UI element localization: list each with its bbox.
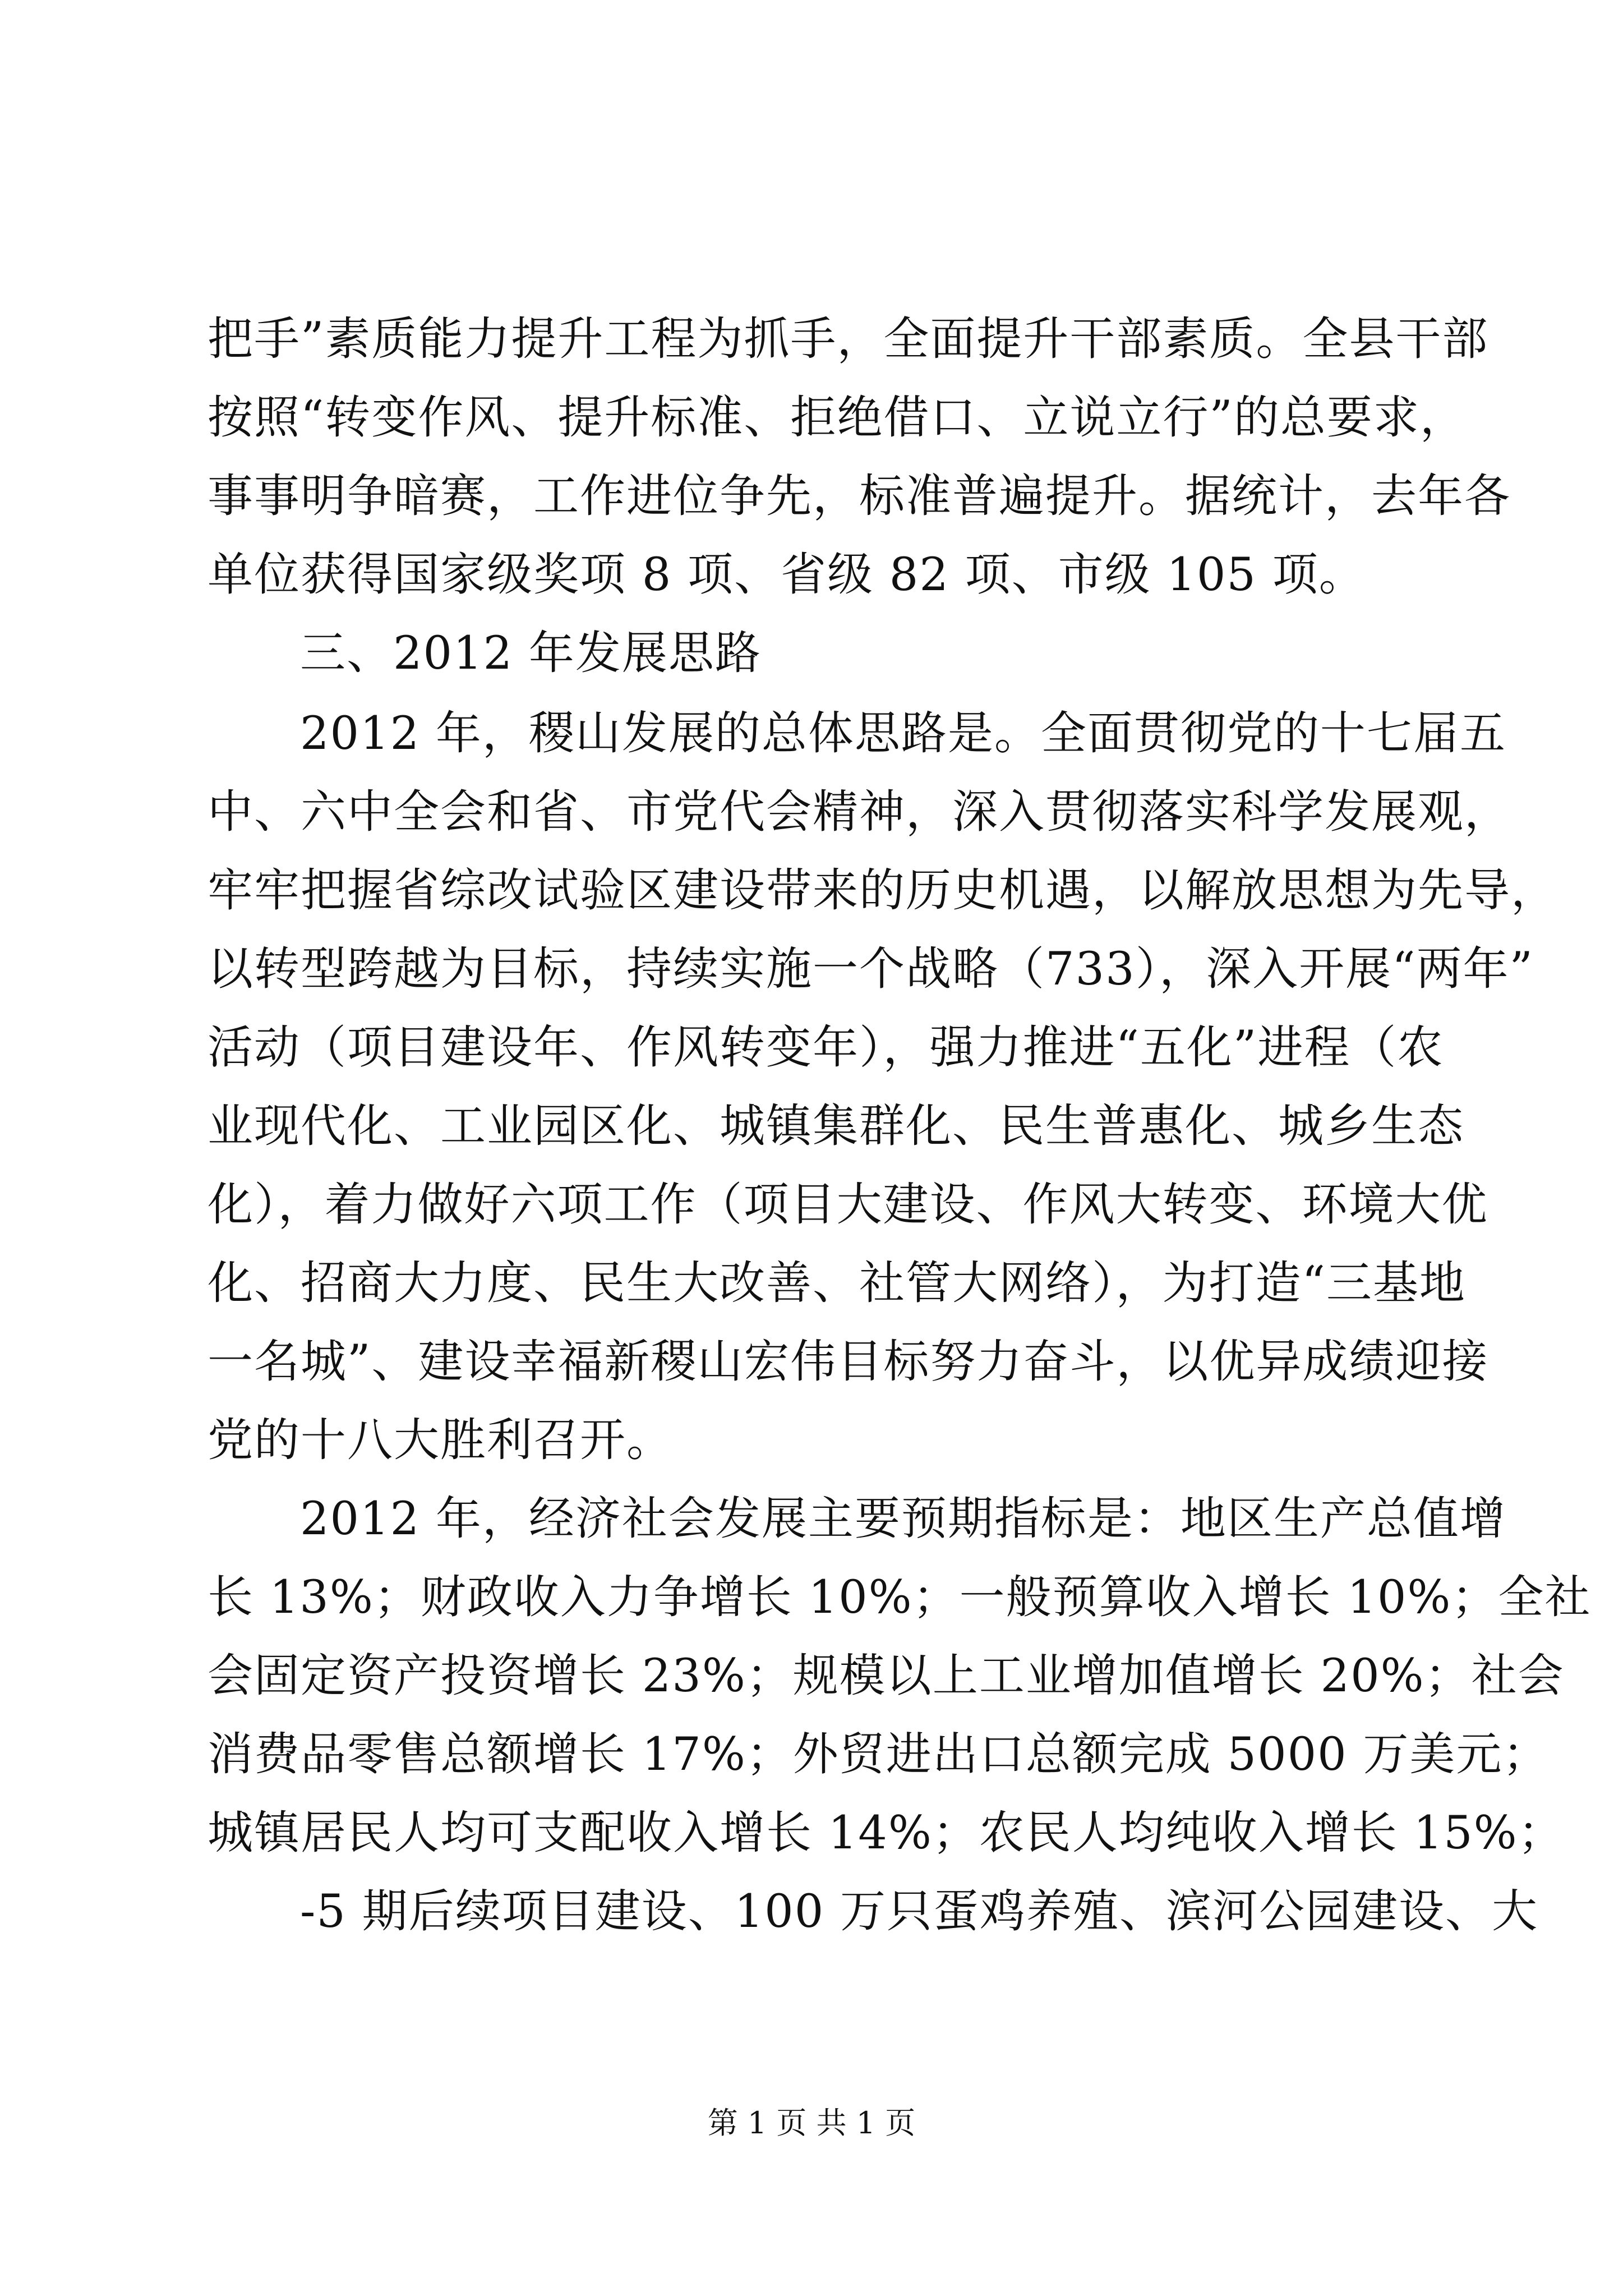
paragraph-line-11: 业现代化、工业园区化、城镇集群化、民生普惠化、城乡生态	[208, 1100, 1465, 1153]
paragraph-line-17: 长 13%；财政收入力争增长 10%；一般预算收入增长 10%；全社	[208, 1571, 1592, 1624]
paragraph-line-9: 以转型跨越为目标，持续实施一个战略（733），深入开展“两年”	[208, 943, 1534, 996]
paragraph-line-1: 把手”素质能力提升工程为抓手，全面提升干部素质。全县干部	[208, 313, 1489, 366]
paragraph-line-20: 城镇居民人均可支配收入增长 14%；农民人均纯收入增长 15%；	[208, 1807, 1565, 1860]
paragraph-line-4: 单位获得国家级奖项 8 项、省级 82 项、市级 105 项。	[208, 549, 1366, 601]
paragraph-line-15: 党的十八大胜利召开。	[208, 1414, 674, 1467]
section-heading: 三、2012 年发展思路	[300, 627, 762, 680]
paragraph-line-21: -5 期后续项目建设、100 万只蛋鸡养殖、滨河公园建设、大	[300, 1885, 1539, 1938]
paragraph-line-14: 一名城”、建设幸福新稷山宏伟目标努力奋斗，以优异成绩迎接	[208, 1336, 1489, 1388]
paragraph-line-3: 事事明争暗赛，工作进位争先，标准普遍提升。据统计，去年各	[208, 470, 1511, 523]
paragraph-line-16: 2012 年，经济社会发展主要预期指标是：地区生产总值增	[300, 1493, 1506, 1545]
paragraph-line-18: 会固定资产投资增长 23%；规模以上工业增加值增长 20%；社会	[208, 1650, 1565, 1703]
page-footer: 第 1 页 共 1 页	[707, 2105, 916, 2141]
paragraph-line-10: 活动（项目建设年、作风转变年），强力推进“五化”进程（农	[208, 1022, 1444, 1074]
paragraph-line-2: 按照“转变作风、提升标准、拒绝借口、立说立行”的总要求，	[208, 392, 1467, 444]
paragraph-line-7: 中、六中全会和省、市党代会精神，深入贯彻落实科学发展观，	[208, 786, 1511, 839]
paragraph-line-13: 化、招商大力度、民生大改善、社管大网络），为打造“三基地	[208, 1257, 1466, 1310]
paragraph-line-19: 消费品零售总额增长 17%；外贸进出口总额完成 5000 万美元；	[208, 1728, 1550, 1781]
paragraph-line-8: 牢牢把握省综改试验区建设带来的历史机遇，以解放思想为先导，	[208, 864, 1558, 917]
paragraph-line-12: 化），着力做好六项工作（项目大建设、作风大转变、环境大优	[208, 1179, 1488, 1231]
paragraph-line-6: 2012 年，稷山发展的总体思路是。全面贯彻党的十七届五	[300, 707, 1506, 760]
